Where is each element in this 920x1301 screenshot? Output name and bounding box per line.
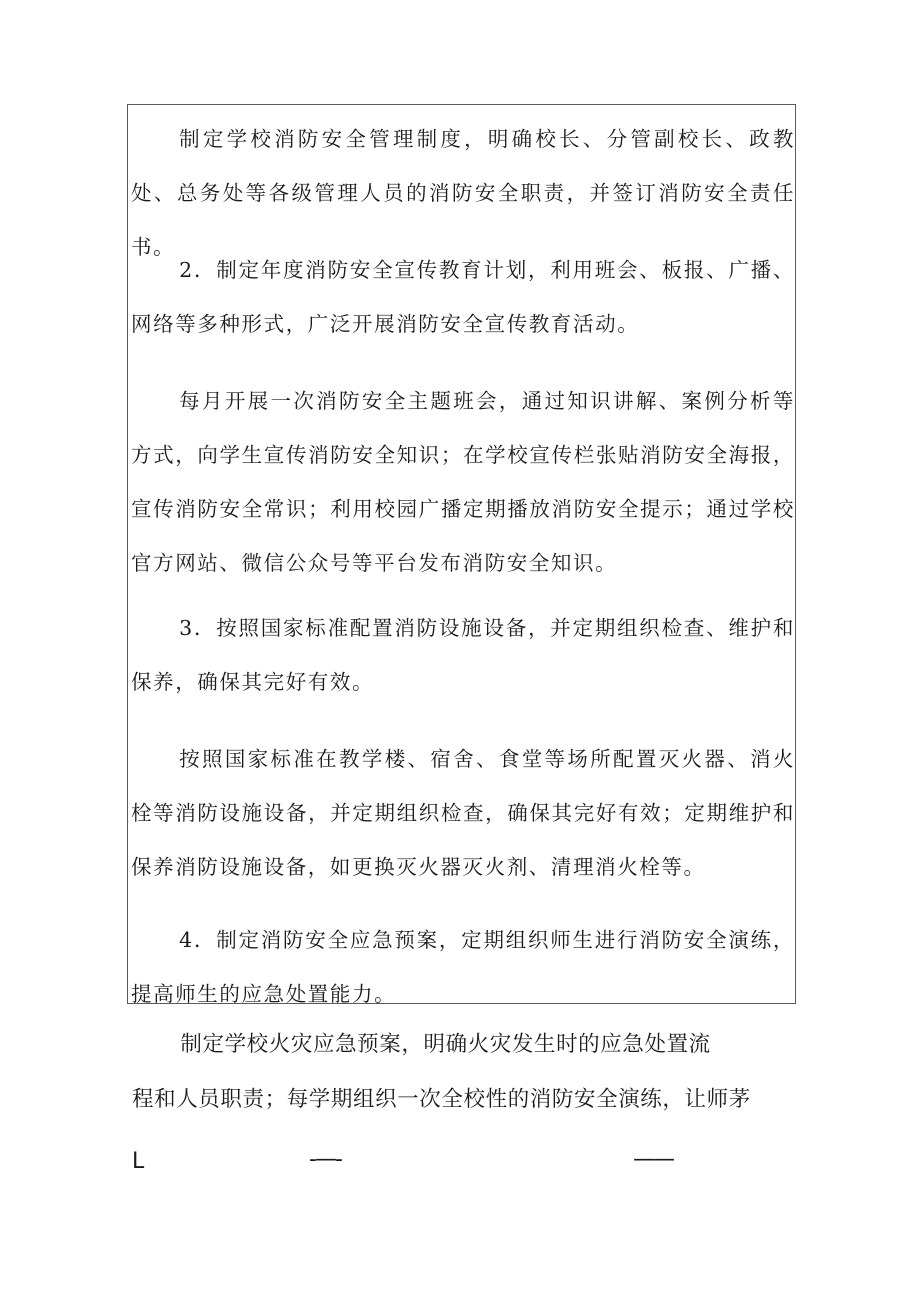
paragraph-monthly-activities: 每月开展一次消防安全主题班会，通过知识讲解、案例分析等方式，向学生宣传消防安全知识；在学校宣传栏张贴消防安全海报，宣传消防安全常识；利用校园广播定期播放消防安全提示；通过学校官方网站、微信公众号等平台发布消防安全知识。 (131, 389, 795, 575)
ocr-fragment-dash-2: —— (633, 1147, 673, 1172)
paragraph-management-system: 制定学校消防安全管理制度，明确校长、分管副校长、政教处、总务处等各级管理人员的消防安全职责，并签订消防安全责任书。 (131, 127, 795, 259)
fire-plan-line-2: 程和人员职责；每学期组织一次全校性的消防安全演练，让师茅 (132, 1087, 751, 1112)
paragraph-facility-maintenance: 按照国家标准在教学楼、宿舍、食堂等场所配置灭火器、消火栓等消防设施设备，并定期组织检查，确保其完好有效；定期维护和保养消防设施设备，如更换灭火器灭火剂、清理消火栓等。 (131, 747, 795, 879)
ocr-fragment-dash-1: -—- (309, 1147, 341, 1172)
fire-plan-line-1: 制定学校火灾应急预案，明确火灾发生时的应急处置流 (180, 1032, 711, 1057)
paragraph-item-2-education-plan: 2．制定年度消防安全宣传教育计划，利用班会、板报、广播、网络等多种形式，广泛开展消防安全宣传教育活动。 (131, 258, 795, 336)
paragraph-item-4-emergency-plan: 4．制定消防安全应急预案，定期组织师生进行消防安全演练，提高师生的应急处置能力。 (131, 928, 795, 1006)
paragraph-item-3-facilities: 3．按照国家标准配置消防设施设备，并定期组织检查、维护和保养，确保其完好有效。 (131, 616, 795, 694)
ocr-fragment-l: L (132, 1149, 145, 1174)
